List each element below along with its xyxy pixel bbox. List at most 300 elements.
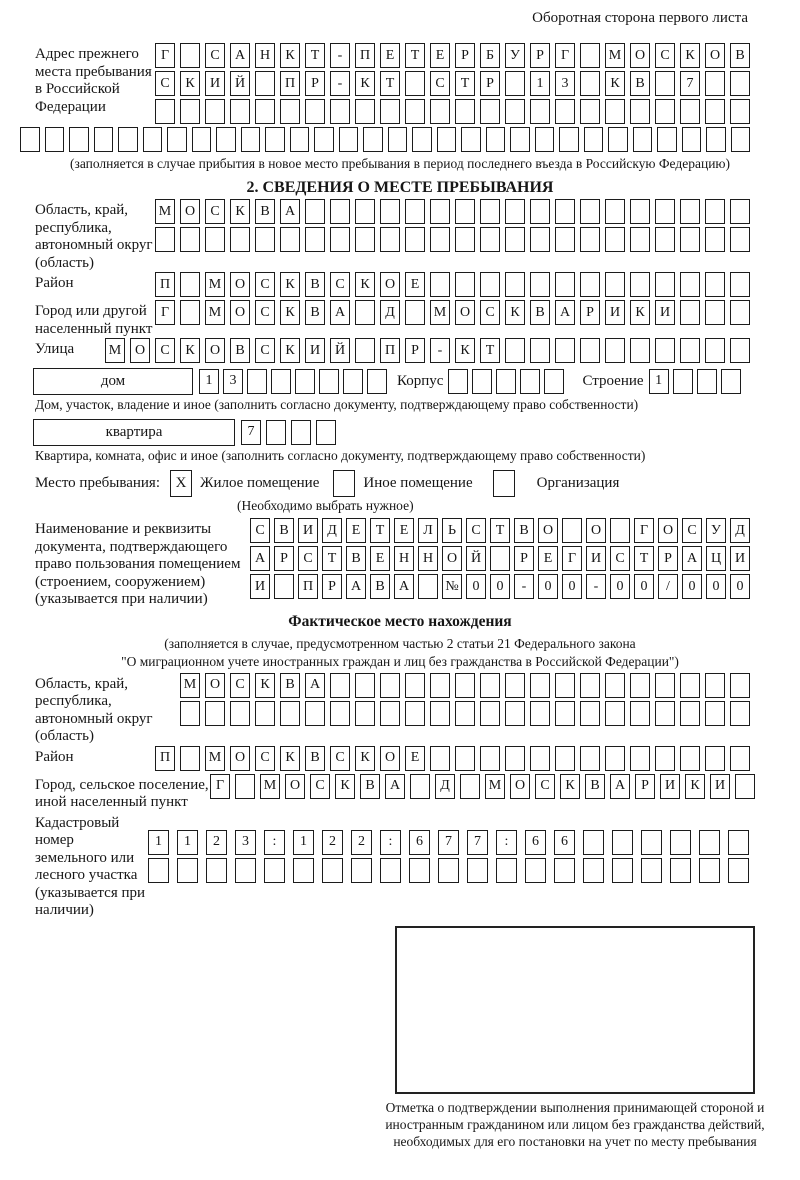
char-cell[interactable]: - xyxy=(586,574,606,599)
char-cell[interactable]: С xyxy=(230,673,250,698)
char-cell[interactable]: : xyxy=(264,830,285,855)
char-cell[interactable]: Л xyxy=(418,518,438,543)
char-cell[interactable] xyxy=(330,227,350,252)
char-cell[interactable]: 2 xyxy=(206,830,227,855)
char-cell[interactable]: Р xyxy=(580,300,600,325)
char-cell[interactable] xyxy=(655,338,675,363)
char-cell[interactable] xyxy=(180,701,200,726)
char-cell[interactable] xyxy=(430,701,450,726)
char-cell[interactable]: : xyxy=(380,830,401,855)
char-cell[interactable] xyxy=(555,99,575,124)
char-cell[interactable] xyxy=(731,127,751,152)
char-cell[interactable] xyxy=(280,99,300,124)
char-cell[interactable] xyxy=(655,673,675,698)
char-cell[interactable]: А xyxy=(610,774,630,799)
char-cell[interactable]: 1 xyxy=(177,830,198,855)
char-cell[interactable] xyxy=(505,99,525,124)
char-cell[interactable] xyxy=(455,199,475,224)
char-cell[interactable]: А xyxy=(230,43,250,68)
char-cell[interactable] xyxy=(535,127,555,152)
char-cell[interactable] xyxy=(655,701,675,726)
char-cell[interactable] xyxy=(706,127,726,152)
char-cell[interactable]: Г xyxy=(555,43,575,68)
char-cell[interactable]: О xyxy=(180,199,200,224)
char-cell[interactable]: М xyxy=(605,43,625,68)
char-cell[interactable] xyxy=(670,830,691,855)
char-cell[interactable] xyxy=(496,369,516,394)
char-cell[interactable]: Е xyxy=(394,518,414,543)
char-cell[interactable] xyxy=(655,227,675,252)
char-cell[interactable]: С xyxy=(250,518,270,543)
document-row-1[interactable] xyxy=(250,518,754,543)
char-cell[interactable]: И xyxy=(655,300,675,325)
char-cell[interactable] xyxy=(455,673,475,698)
char-cell[interactable] xyxy=(673,369,693,394)
char-cell[interactable]: Т xyxy=(480,338,500,363)
char-cell[interactable]: Е xyxy=(380,43,400,68)
char-cell[interactable]: : xyxy=(496,830,517,855)
char-cell[interactable] xyxy=(355,673,375,698)
char-cell[interactable] xyxy=(505,701,525,726)
char-cell[interactable]: Р xyxy=(530,43,550,68)
char-cell[interactable] xyxy=(505,338,525,363)
char-cell[interactable] xyxy=(480,673,500,698)
char-cell[interactable] xyxy=(355,99,375,124)
char-cell[interactable]: Г xyxy=(562,546,582,571)
char-cell[interactable] xyxy=(728,858,749,883)
char-cell[interactable]: С xyxy=(155,71,175,96)
char-cell[interactable]: П xyxy=(298,574,318,599)
char-cell[interactable] xyxy=(455,272,475,297)
char-cell[interactable]: 3 xyxy=(555,71,575,96)
char-cell[interactable] xyxy=(180,746,200,771)
char-cell[interactable] xyxy=(680,338,700,363)
char-cell[interactable] xyxy=(730,673,750,698)
actual-district-row[interactable] xyxy=(155,746,755,771)
char-cell[interactable] xyxy=(355,199,375,224)
char-cell[interactable] xyxy=(630,338,650,363)
char-cell[interactable] xyxy=(410,774,430,799)
char-cell[interactable] xyxy=(630,746,650,771)
char-cell[interactable] xyxy=(155,99,175,124)
char-cell[interactable]: 7 xyxy=(467,830,488,855)
char-cell[interactable] xyxy=(699,830,720,855)
char-cell[interactable] xyxy=(305,99,325,124)
char-cell[interactable] xyxy=(265,127,285,152)
char-cell[interactable]: Р xyxy=(305,71,325,96)
char-cell[interactable] xyxy=(437,127,457,152)
char-cell[interactable] xyxy=(180,43,200,68)
char-cell[interactable]: Т xyxy=(305,43,325,68)
char-cell[interactable] xyxy=(367,369,387,394)
char-cell[interactable] xyxy=(530,673,550,698)
char-cell[interactable]: К xyxy=(230,199,250,224)
char-cell[interactable] xyxy=(94,127,114,152)
char-cell[interactable] xyxy=(699,858,720,883)
char-cell[interactable]: 1 xyxy=(293,830,314,855)
char-cell[interactable] xyxy=(580,99,600,124)
char-cell[interactable]: В xyxy=(305,746,325,771)
char-cell[interactable]: С xyxy=(610,546,630,571)
char-cell[interactable] xyxy=(584,127,604,152)
char-cell[interactable] xyxy=(655,199,675,224)
char-cell[interactable]: В xyxy=(530,300,550,325)
char-cell[interactable] xyxy=(319,369,339,394)
actual-region-row-1[interactable] xyxy=(180,673,755,698)
char-cell[interactable] xyxy=(641,830,662,855)
char-cell[interactable]: В xyxy=(346,546,366,571)
char-cell[interactable] xyxy=(555,227,575,252)
char-cell[interactable]: О xyxy=(230,746,250,771)
char-cell[interactable]: С xyxy=(205,199,225,224)
char-cell[interactable]: 0 xyxy=(466,574,486,599)
char-cell[interactable] xyxy=(580,227,600,252)
char-cell[interactable] xyxy=(380,858,401,883)
char-cell[interactable] xyxy=(505,746,525,771)
char-cell[interactable]: Д xyxy=(322,518,342,543)
char-cell[interactable] xyxy=(155,227,175,252)
char-cell[interactable] xyxy=(280,701,300,726)
char-cell[interactable]: 2 xyxy=(351,830,372,855)
char-cell[interactable] xyxy=(505,199,525,224)
char-cell[interactable]: Е xyxy=(538,546,558,571)
char-cell[interactable]: А xyxy=(305,673,325,698)
char-cell[interactable] xyxy=(460,774,480,799)
char-cell[interactable]: К xyxy=(680,43,700,68)
char-cell[interactable]: О xyxy=(442,546,462,571)
char-cell[interactable] xyxy=(69,127,89,152)
char-cell[interactable] xyxy=(230,99,250,124)
char-cell[interactable]: О xyxy=(380,746,400,771)
char-cell[interactable] xyxy=(530,746,550,771)
char-cell[interactable]: Н xyxy=(418,546,438,571)
char-cell[interactable] xyxy=(430,272,450,297)
char-cell[interactable]: О xyxy=(658,518,678,543)
char-cell[interactable]: И xyxy=(710,774,730,799)
char-cell[interactable] xyxy=(544,369,564,394)
char-cell[interactable] xyxy=(630,673,650,698)
char-cell[interactable] xyxy=(167,127,187,152)
char-cell[interactable]: А xyxy=(555,300,575,325)
char-cell[interactable]: Н xyxy=(255,43,275,68)
char-cell[interactable] xyxy=(605,746,625,771)
char-cell[interactable] xyxy=(730,338,750,363)
char-cell[interactable] xyxy=(505,71,525,96)
char-cell[interactable] xyxy=(322,858,343,883)
char-cell[interactable]: - xyxy=(430,338,450,363)
char-cell[interactable]: К xyxy=(560,774,580,799)
char-cell[interactable] xyxy=(505,227,525,252)
char-cell[interactable]: М xyxy=(205,300,225,325)
char-cell[interactable] xyxy=(305,701,325,726)
char-cell[interactable]: К xyxy=(280,746,300,771)
char-cell[interactable] xyxy=(554,858,575,883)
stroenie-cells[interactable] xyxy=(649,369,745,394)
korpus-cells[interactable] xyxy=(448,369,568,394)
char-cell[interactable] xyxy=(605,338,625,363)
char-cell[interactable] xyxy=(20,127,40,152)
char-cell[interactable] xyxy=(405,673,425,698)
char-cell[interactable]: Д xyxy=(435,774,455,799)
char-cell[interactable] xyxy=(192,127,212,152)
char-cell[interactable]: 7 xyxy=(680,71,700,96)
char-cell[interactable] xyxy=(405,71,425,96)
char-cell[interactable] xyxy=(355,227,375,252)
char-cell[interactable] xyxy=(339,127,359,152)
char-cell[interactable] xyxy=(730,272,750,297)
char-cell[interactable]: Т xyxy=(405,43,425,68)
char-cell[interactable]: № xyxy=(442,574,462,599)
char-cell[interactable]: Т xyxy=(370,518,390,543)
char-cell[interactable]: К xyxy=(180,71,200,96)
char-cell[interactable] xyxy=(530,338,550,363)
char-cell[interactable] xyxy=(330,99,350,124)
char-cell[interactable]: М xyxy=(205,746,225,771)
char-cell[interactable] xyxy=(630,227,650,252)
char-cell[interactable]: О xyxy=(205,673,225,698)
char-cell[interactable]: М xyxy=(180,673,200,698)
char-cell[interactable] xyxy=(583,858,604,883)
char-cell[interactable] xyxy=(180,227,200,252)
char-cell[interactable] xyxy=(472,369,492,394)
char-cell[interactable]: К xyxy=(455,338,475,363)
char-cell[interactable]: М xyxy=(485,774,505,799)
char-cell[interactable] xyxy=(314,127,334,152)
char-cell[interactable]: Т xyxy=(634,546,654,571)
char-cell[interactable]: А xyxy=(250,546,270,571)
char-cell[interactable]: К xyxy=(630,300,650,325)
char-cell[interactable]: К xyxy=(280,338,300,363)
char-cell[interactable] xyxy=(255,71,275,96)
char-cell[interactable] xyxy=(670,858,691,883)
char-cell[interactable] xyxy=(505,272,525,297)
char-cell[interactable]: 6 xyxy=(409,830,430,855)
char-cell[interactable] xyxy=(255,701,275,726)
char-cell[interactable] xyxy=(730,300,750,325)
char-cell[interactable] xyxy=(330,673,350,698)
char-cell[interactable]: С xyxy=(330,746,350,771)
char-cell[interactable]: А xyxy=(346,574,366,599)
char-cell[interactable] xyxy=(730,227,750,252)
char-cell[interactable]: М xyxy=(205,272,225,297)
char-cell[interactable] xyxy=(705,199,725,224)
char-cell[interactable] xyxy=(380,99,400,124)
char-cell[interactable] xyxy=(255,227,275,252)
char-cell[interactable] xyxy=(655,272,675,297)
char-cell[interactable]: Г xyxy=(210,774,230,799)
char-cell[interactable] xyxy=(405,227,425,252)
char-cell[interactable]: Р xyxy=(455,43,475,68)
char-cell[interactable] xyxy=(630,272,650,297)
char-cell[interactable] xyxy=(605,199,625,224)
char-cell[interactable]: 0 xyxy=(562,574,582,599)
char-cell[interactable] xyxy=(730,701,750,726)
char-cell[interactable] xyxy=(430,673,450,698)
char-cell[interactable] xyxy=(730,746,750,771)
char-cell[interactable]: К xyxy=(280,272,300,297)
char-cell[interactable] xyxy=(730,99,750,124)
char-cell[interactable]: Б xyxy=(480,43,500,68)
char-cell[interactable] xyxy=(280,227,300,252)
char-cell[interactable]: С xyxy=(480,300,500,325)
char-cell[interactable]: 0 xyxy=(682,574,702,599)
char-cell[interactable] xyxy=(705,701,725,726)
char-cell[interactable]: С xyxy=(255,300,275,325)
char-cell[interactable] xyxy=(480,99,500,124)
char-cell[interactable] xyxy=(455,227,475,252)
char-cell[interactable] xyxy=(680,99,700,124)
char-cell[interactable]: И xyxy=(730,546,750,571)
char-cell[interactable]: С xyxy=(310,774,330,799)
char-cell[interactable] xyxy=(655,71,675,96)
char-cell[interactable] xyxy=(530,272,550,297)
char-cell[interactable] xyxy=(680,227,700,252)
char-cell[interactable] xyxy=(705,338,725,363)
char-cell[interactable]: С xyxy=(535,774,555,799)
char-cell[interactable] xyxy=(235,858,256,883)
char-cell[interactable]: М xyxy=(430,300,450,325)
char-cell[interactable] xyxy=(641,858,662,883)
prev-address-row-1[interactable] xyxy=(155,43,755,68)
char-cell[interactable]: 3 xyxy=(223,369,243,394)
char-cell[interactable] xyxy=(655,746,675,771)
char-cell[interactable] xyxy=(657,127,677,152)
district-row[interactable] xyxy=(155,272,755,297)
char-cell[interactable] xyxy=(530,701,550,726)
checkbox-dwelling[interactable]: X xyxy=(170,470,192,497)
char-cell[interactable]: Т xyxy=(455,71,475,96)
document-row-2[interactable] xyxy=(250,546,754,571)
char-cell[interactable] xyxy=(448,369,468,394)
char-cell[interactable] xyxy=(630,701,650,726)
char-cell[interactable] xyxy=(580,43,600,68)
char-cell[interactable] xyxy=(610,518,630,543)
char-cell[interactable]: С xyxy=(255,338,275,363)
char-cell[interactable] xyxy=(455,746,475,771)
char-cell[interactable] xyxy=(430,99,450,124)
char-cell[interactable] xyxy=(290,127,310,152)
char-cell[interactable]: Е xyxy=(405,272,425,297)
char-cell[interactable] xyxy=(730,71,750,96)
char-cell[interactable]: К xyxy=(355,272,375,297)
char-cell[interactable]: О xyxy=(455,300,475,325)
char-cell[interactable] xyxy=(705,673,725,698)
char-cell[interactable] xyxy=(612,858,633,883)
char-cell[interactable]: О xyxy=(205,338,225,363)
char-cell[interactable] xyxy=(555,272,575,297)
char-cell[interactable]: П xyxy=(380,338,400,363)
char-cell[interactable]: 6 xyxy=(525,830,546,855)
char-cell[interactable]: О xyxy=(230,272,250,297)
char-cell[interactable]: В xyxy=(514,518,534,543)
char-cell[interactable]: К xyxy=(505,300,525,325)
actual-region-row-2[interactable] xyxy=(180,701,755,726)
checkbox-organization[interactable] xyxy=(493,470,515,497)
char-cell[interactable] xyxy=(496,858,517,883)
char-cell[interactable] xyxy=(705,71,725,96)
char-cell[interactable] xyxy=(216,127,236,152)
char-cell[interactable] xyxy=(430,227,450,252)
char-cell[interactable] xyxy=(330,199,350,224)
char-cell[interactable] xyxy=(143,127,163,152)
char-cell[interactable]: Д xyxy=(730,518,750,543)
char-cell[interactable]: Е xyxy=(370,546,390,571)
char-cell[interactable] xyxy=(705,99,725,124)
char-cell[interactable] xyxy=(380,673,400,698)
prev-address-row-3[interactable] xyxy=(155,99,755,124)
char-cell[interactable]: С xyxy=(682,518,702,543)
char-cell[interactable] xyxy=(355,300,375,325)
char-cell[interactable]: 0 xyxy=(610,574,630,599)
char-cell[interactable] xyxy=(180,272,200,297)
char-cell[interactable]: 0 xyxy=(634,574,654,599)
char-cell[interactable] xyxy=(206,858,227,883)
char-cell[interactable] xyxy=(612,830,633,855)
apartment-cells[interactable] xyxy=(241,420,341,445)
char-cell[interactable] xyxy=(680,272,700,297)
char-cell[interactable]: В xyxy=(274,518,294,543)
char-cell[interactable] xyxy=(583,830,604,855)
char-cell[interactable]: В xyxy=(730,43,750,68)
char-cell[interactable] xyxy=(480,701,500,726)
char-cell[interactable] xyxy=(705,227,725,252)
char-cell[interactable]: Н xyxy=(394,546,414,571)
char-cell[interactable]: Й xyxy=(330,338,350,363)
char-cell[interactable]: В xyxy=(230,338,250,363)
char-cell[interactable] xyxy=(555,701,575,726)
char-cell[interactable] xyxy=(580,71,600,96)
char-cell[interactable] xyxy=(555,199,575,224)
char-cell[interactable] xyxy=(530,99,550,124)
char-cell[interactable] xyxy=(180,99,200,124)
char-cell[interactable] xyxy=(525,858,546,883)
char-cell[interactable] xyxy=(605,227,625,252)
char-cell[interactable]: Ц xyxy=(706,546,726,571)
char-cell[interactable]: П xyxy=(155,272,175,297)
char-cell[interactable] xyxy=(461,127,481,152)
char-cell[interactable] xyxy=(205,227,225,252)
char-cell[interactable]: М xyxy=(155,199,175,224)
char-cell[interactable] xyxy=(480,272,500,297)
char-cell[interactable] xyxy=(118,127,138,152)
char-cell[interactable] xyxy=(680,300,700,325)
char-cell[interactable]: 1 xyxy=(199,369,219,394)
char-cell[interactable]: О xyxy=(130,338,150,363)
char-cell[interactable] xyxy=(177,858,198,883)
char-cell[interactable]: О xyxy=(586,518,606,543)
char-cell[interactable]: К xyxy=(335,774,355,799)
char-cell[interactable]: / xyxy=(658,574,678,599)
char-cell[interactable] xyxy=(412,127,432,152)
char-cell[interactable]: К xyxy=(355,71,375,96)
actual-city-row[interactable] xyxy=(210,774,760,799)
char-cell[interactable]: 7 xyxy=(438,830,459,855)
char-cell[interactable]: О xyxy=(380,272,400,297)
char-cell[interactable] xyxy=(735,774,755,799)
char-cell[interactable]: И xyxy=(586,546,606,571)
char-cell[interactable]: В xyxy=(305,272,325,297)
char-cell[interactable]: С xyxy=(155,338,175,363)
char-cell[interactable] xyxy=(530,227,550,252)
char-cell[interactable] xyxy=(555,338,575,363)
char-cell[interactable]: Р xyxy=(322,574,342,599)
char-cell[interactable]: 3 xyxy=(235,830,256,855)
cadastral-row-2[interactable] xyxy=(148,858,757,883)
char-cell[interactable] xyxy=(580,199,600,224)
char-cell[interactable] xyxy=(351,858,372,883)
char-cell[interactable] xyxy=(728,830,749,855)
street-row[interactable] xyxy=(105,338,755,363)
